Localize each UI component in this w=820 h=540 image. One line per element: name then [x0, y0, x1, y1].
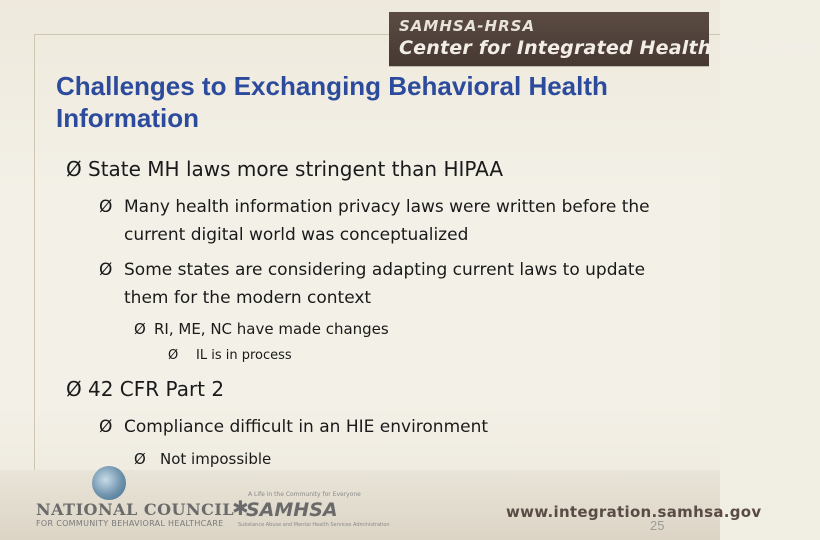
bullet-item	[134, 449, 654, 469]
arrow-bullet-icon: Ø	[66, 377, 82, 401]
footer-url: www.integration.samhsa.gov	[506, 503, 762, 521]
slide-title: Challenges to Exchanging Behavioral Health Information	[56, 71, 608, 133]
bullet-text: Compliance difficult in an HIE environment	[124, 417, 489, 437]
bullet-item	[134, 319, 654, 339]
arrow-bullet-icon: Ø	[99, 197, 113, 217]
logo-org-name: SAMHSA-HRSA	[399, 17, 536, 35]
samhsa-tagline: A Life in the Community for Everyone	[248, 491, 361, 498]
bullet-item	[66, 376, 666, 402]
arrow-bullet-icon: Ø	[99, 260, 113, 280]
samhsa-logo-text: SAMHSA	[246, 499, 338, 521]
bullet-text: State MH laws more stringent than HIPAA	[88, 157, 504, 181]
bullet-text: 42 CFR Part 2	[88, 377, 225, 401]
bullet-item	[99, 256, 669, 312]
bullet-item	[99, 413, 659, 441]
bullet-text: Many health information privacy laws were written before the current digital world was conceptualized	[124, 197, 650, 245]
arrow-bullet-icon: Ø	[168, 348, 179, 363]
bullet-text: IL is in process	[196, 348, 292, 363]
logo-center-name: Center for Integrated Health Solutions	[399, 37, 820, 59]
national-council-logo-icon	[92, 466, 126, 500]
page-number: 25	[650, 518, 665, 533]
arrow-bullet-icon: Ø	[99, 417, 113, 437]
samhsa-figure-icon: ✱	[232, 496, 249, 520]
bullet-item	[66, 156, 666, 182]
arrow-bullet-icon: Ø	[134, 320, 146, 338]
samhsa-subtitle: Substance Abuse and Mental Health Services Administration	[238, 522, 390, 528]
bullet-item	[99, 193, 659, 249]
bullet-item	[168, 347, 648, 365]
bullet-text: RI, ME, NC have made changes	[154, 320, 389, 338]
national-council-subtitle: FOR COMMUNITY BEHAVIORAL HEALTHCARE	[36, 519, 224, 528]
bullet-text: Some states are considering adapting current laws to update them for the modern context	[124, 260, 646, 308]
national-council-name: NATIONAL COUNCIL	[36, 500, 235, 519]
bullet-text: Not impossible	[160, 450, 272, 468]
arrow-bullet-icon: Ø	[66, 157, 82, 181]
arrow-bullet-icon: Ø	[134, 450, 146, 468]
